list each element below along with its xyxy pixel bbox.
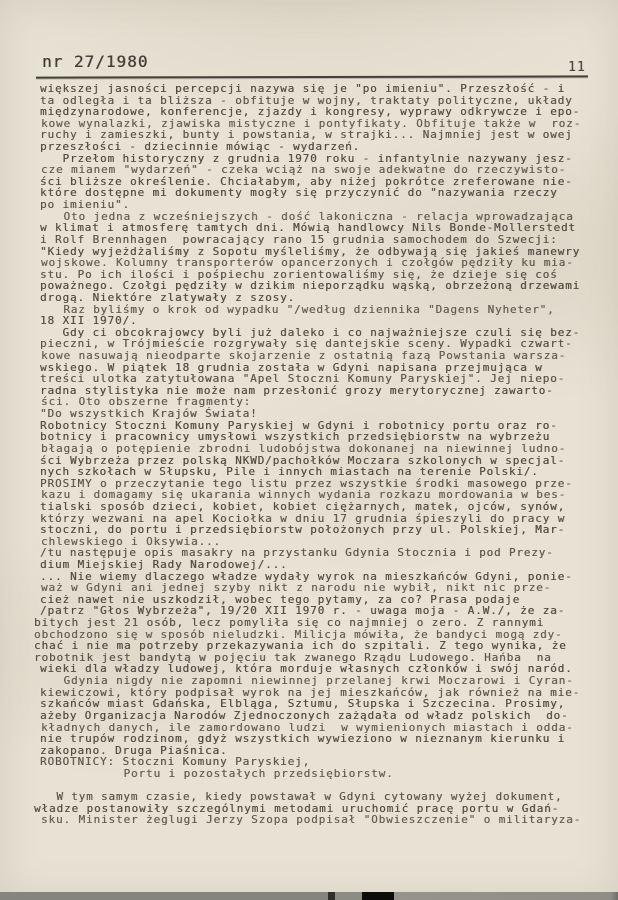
text-line: Robotnicy Stoczni Komuny Paryskiej w Gdyni i robotnicy portu oraz ro-: [40, 418, 558, 432]
text-line: 18 XII 1970/.: [40, 314, 138, 328]
text-line: /tu następuje opis masakry na przystanku Gdynia Stocznia i pod Prezy-: [40, 546, 554, 560]
text-line: Portu i pozostałych przedsiębiorstw.: [41, 766, 394, 780]
text-line: "Do wszystkich Krajów Świata!: [40, 407, 258, 421]
text-line: poważnego. Czołgi pędziły w dzikim nieporządku wąską, obrzeżoną drzewami: [40, 279, 581, 293]
text-line: pieczni, w Trójmieście rozgrywały się dantejskie sceny. Wypadki czwart-: [40, 337, 573, 351]
text-line: międzynarodowe, konferencje, zjazdy i kongresy, wyprawy odkrywcze i epo-: [40, 105, 581, 119]
header-rule: [36, 75, 588, 78]
text-line: stoczni, do portu i przedsiębiorstw położonych przy ul. Polskiej, Mar-: [40, 523, 566, 537]
text-line: chać i nie ma potrzeby przekazywania ich do szpitali. Z tego wynika, że: [34, 639, 567, 653]
text-line: szkańców miast Gdańska, Elbląga, Sztumu, Słupska i Szczecina. Prosimy,: [40, 697, 566, 711]
text-line: ruchy i zamieszki, bunty i powstania, w strajki... Najmniej jest w owej: [40, 128, 573, 142]
text-line: błagają o potępienie zbrodni ludobójstwa dokonanej na niewinnej ludno-: [41, 441, 567, 455]
text-line: ta odległa i ta bliższa - obfituje w wojny, traktaty polityczne, układy: [40, 93, 573, 107]
text-line: Gdy ci obcokrajowcy byli już daleko i co najważniejsze czuli się bez-: [40, 325, 581, 339]
text-line: zakopano. Druga Piaśnica.: [40, 743, 228, 757]
text-line: ... Nie wiemy dlaczego władze wydały wyrok na mieszkańców Gdyni, ponie-: [40, 569, 573, 583]
text-line: kiewiczowi, który podpisał wyrok na jej mieszkańców, jak również na mie-: [40, 685, 581, 699]
text-line: w klimat i atmosferę tamtych dni. Mówią handlowcy Nils Bonde-Mollerstedt: [40, 221, 576, 235]
text-line: ażeby Organizacja Narodów Zjednoczonych zażądała od władz polskich do-: [40, 708, 569, 722]
text-line: treści ulotka zatytułowana "Apel Stoczni Komuny Paryskiej". Jej niepo-: [40, 372, 566, 386]
page-number: 11: [568, 60, 586, 75]
text-line: chlewskiego i Oksywia...: [41, 534, 222, 548]
text-line: Gdynia nigdy nie zapomni niewinnej przelanej krwi Moczarowi i Cyran-: [41, 674, 574, 688]
text-line: ści. Oto obszerne fragmenty:: [41, 395, 252, 409]
text-line: cze mianem "wydarzeń" - czeka wciąż na swoje adekwatne do rzeczywisto-: [41, 163, 567, 177]
text-line: nych szkołach w Słupsku, Pile i innych miastach na terenie Polski/.: [40, 465, 539, 479]
text-line: władze postanowiły szczególnymi metodami uruchomić pracę portu w Gdań-: [34, 801, 560, 815]
text-line: wskiego. W piątek 18 grudnia została w Gdyni napisana przejmująca w: [40, 360, 543, 374]
text-line: kowe wynalazki, zjawiska mistyczne i pontyfikaty. Obfituje także w roz-: [41, 116, 582, 130]
text-line: radna stylistyka nie może nam przesłonić grozy merytorycznej zawarto-: [40, 383, 554, 397]
text-line: ści bliższe określenie. Chciałabym, aby niżej pokrótce zreferowane nie-: [40, 174, 573, 188]
text-line: tialski sposób dzieci, kobiet, kobiet ciężarnych, matek, ojców, synów,: [40, 499, 566, 513]
text-line: Przełom historyczny z grudnia 1970 roku - infantylnie nazywany jesz-: [40, 151, 573, 165]
text-line: wojskowe. Kolumny transporterów opancerzonych i czołgów pędziły ku mia-: [41, 256, 574, 270]
text-line: cież nawet nie uszkodził, wobec tego pytamy, za co? Prasa podaje: [40, 592, 521, 606]
text-line: botnicy i pracownicy umysłowi wszystkich przedsiębiorstw na wybrzeżu: [40, 430, 551, 444]
text-line: robotnik jest bandytą w pojęciu tak zwanego Rządu Ludowego. Hańba na: [34, 650, 552, 664]
text-line: waż w Gdyni ani jednej szyby nikt z narodu nie wybił, nikt nic prze-: [41, 581, 552, 595]
text-line: którzy wezwani na apel Kociołka w dniu 17 grudnia śpieszyli do pracy w: [40, 511, 566, 525]
text-line: kowe nasuwają nieodparte skojarzenie z ostatnią fazą Powstania warsza-: [41, 349, 567, 363]
text-line: dium Miejskiej Rady Narodowej/...: [40, 557, 288, 571]
text-line: nie trupów rodzinom, gdyż wszystkich wywieziono w nieznanym kierunku i: [40, 732, 566, 746]
text-line: i Rolf Brennhagen powracający rano 15 grudnia samochodem do Szwecji:: [40, 232, 558, 246]
text-line: kazu i domagamy się ukarania winnych wydania rozkazu mordowania w bes-: [41, 488, 567, 502]
text-line: wieki dla władzy ludowej, która morduje własnych członków i swój naród.: [40, 662, 573, 676]
issue-number: nr 27/1980: [42, 52, 149, 71]
text-line: PROSIMY o przeczytanie tego listu przez wszystkie środki masowego prze-: [40, 476, 573, 490]
text-line: obchodzono się w sposób nieludzki. Milicja mówiła, że bandyci mogą zdy-: [34, 627, 563, 641]
text-line: bitych jest 21 osób, lecz pomyliła się co najmniej o zero. Z rannymi: [34, 616, 545, 630]
text-line: stu. Po ich ilości i pośpiechu zorientowaliśmy się, że dzieje się coś: [40, 267, 558, 281]
text-line: kładnych danych, ile zamordowano ludzi w wymienionych miastach i odda-: [41, 720, 574, 734]
text-line: ROBOTNICY: Stoczni Komuny Paryskiej,: [40, 755, 311, 769]
scan-edge-strip: [0, 892, 618, 900]
text-line: W tym samym czasie, kiedy powstawał w Gdyni cytowany wyżej dokument,: [34, 790, 563, 804]
text-line: ści Wybrzeża przez polską NKWD/pachołków Moczara szkolonych w specjal-: [40, 453, 566, 467]
text-line: /patrz "Głos Wybrzeża", 19/20 XII 1970 r. - uwaga moja - A.W./, że za-: [40, 604, 566, 618]
text-line: Oto jedna z wcześniejszych - dość lakoniczna - relacja wprowadzająca: [41, 209, 574, 223]
text-line: Raz byliśmy o krok od wypadku "/według dziennika "Dagens Nyheter",: [41, 302, 555, 316]
text-line: "Kiedy wyjeżdżaliśmy z Sopotu myśleliśmy, że odbywają się jakieś manewry: [40, 244, 581, 258]
text-line: które dostępne mi dokumenty mogły się przyczynić do "nazywania rzeczy: [40, 186, 558, 200]
text-line: większej jasności percepcji nazywa się je "po imieniu". Przeszłość - i: [40, 82, 566, 95]
text-line: przeszłości - dziecinnie mówiąc - wydarzeń.: [40, 140, 361, 154]
text-line: sku. Minister żeglugi Jerzy Szopa podpisał "Obwieszczenie" o militaryza-: [41, 813, 582, 827]
text-line: po imieniu".: [40, 198, 131, 212]
document-body: [34, 82, 600, 827]
text-line: drogą. Niektóre zlatywały z szosy.: [40, 290, 296, 304]
